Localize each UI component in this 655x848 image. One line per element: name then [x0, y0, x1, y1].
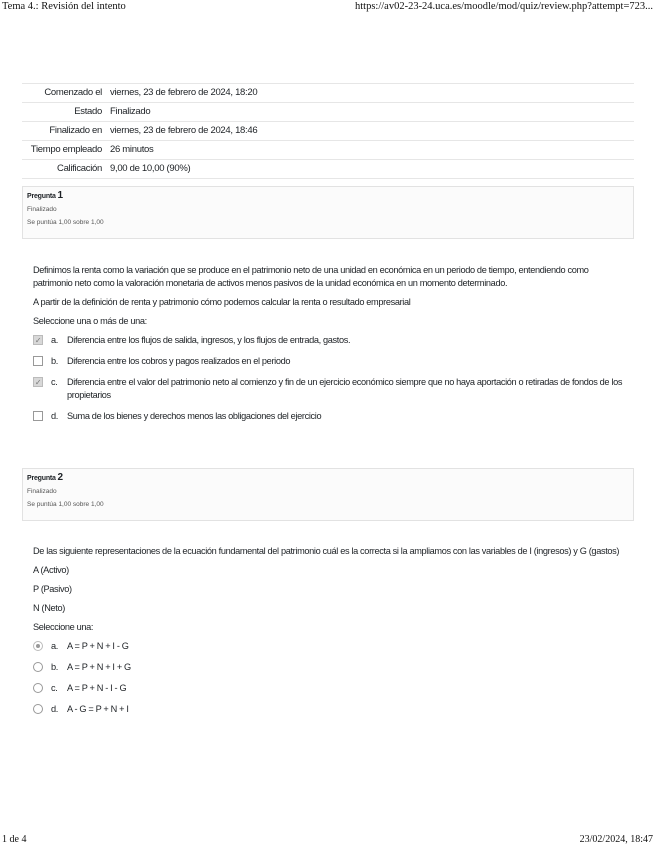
answer-option[interactable] [33, 661, 628, 674]
question-info-2 [22, 468, 634, 521]
question-number-value: 2 [57, 472, 63, 483]
answer-letter: c. [51, 377, 58, 387]
question-content-1 [33, 264, 628, 431]
answer-text: A = P + N + I - G [67, 641, 129, 651]
answer-list [33, 334, 628, 423]
summary-value: viernes, 23 de febrero de 2024, 18:46 [110, 125, 258, 136]
summary-row-time-taken [22, 140, 634, 159]
answer-text: A - G = P + N + I [67, 704, 129, 714]
print-footer [0, 834, 655, 848]
checkbox-icon[interactable] [33, 411, 43, 421]
answer-text: Suma de los bienes y derechos menos las obligaciones del ejercicio [67, 411, 322, 421]
question-number-value: 1 [57, 190, 63, 201]
answer-text: Diferencia entre los flujos de salida, ingresos, y los flujos de entrada, gastos. [67, 335, 351, 345]
summary-value: viernes, 23 de febrero de 2024, 18:20 [110, 87, 258, 98]
answer-option[interactable] [33, 640, 628, 653]
answer-text: Diferencia entre los cobros y pagos realizados en el periodo [67, 356, 291, 366]
answer-letter: c. [51, 683, 58, 693]
summary-row-state [22, 102, 634, 121]
answer-option[interactable] [33, 376, 628, 402]
summary-row-started [22, 83, 634, 102]
answer-option[interactable] [33, 703, 628, 716]
question-text: A (Activo) [33, 565, 69, 575]
answer-letter: a. [51, 641, 58, 651]
question-text: N (Neto) [33, 603, 65, 613]
radio-selected-icon[interactable] [33, 641, 43, 651]
print-header-title: Tema 4.: Revisión del intento [2, 1, 126, 12]
checkbox-icon[interactable] [33, 356, 43, 366]
print-header [0, 0, 655, 14]
radio-icon[interactable] [33, 704, 43, 714]
answer-text: A = P + N + I + G [67, 662, 131, 672]
summary-value: Finalizado [110, 106, 151, 117]
answer-prompt: Seleccione una o más de una: [33, 316, 147, 326]
summary-value: 26 minutos [110, 144, 154, 155]
answer-option[interactable] [33, 410, 628, 423]
question-grade: Se puntúa 1,00 sobre 1,00 [27, 219, 104, 226]
radio-icon[interactable] [33, 683, 43, 693]
checkbox-checked-icon[interactable]: ✓ [34, 377, 42, 387]
print-footer-page: 1 de 4 [2, 834, 27, 845]
summary-label: Tiempo empleado [30, 144, 102, 155]
answer-option[interactable] [33, 334, 628, 347]
answer-option[interactable] [33, 682, 628, 695]
question-text: A partir de la definición de renta y patrimonio cómo podemos calcular la renta o resultado empresarial [33, 297, 411, 307]
summary-label: Estado [74, 106, 102, 117]
answer-letter: b. [51, 662, 58, 672]
answer-letter: d. [51, 411, 58, 421]
answer-prompt: Seleccione una: [33, 622, 94, 632]
summary-value: 9,00 de 10,00 (90%) [110, 163, 191, 174]
radio-icon[interactable] [33, 662, 43, 672]
answer-text: Diferencia entre el valor del patrimonio neto al comienzo y fin de un ejercicio económico siempre que no haya aportación o retiradas de fondos de los propietarios [67, 377, 623, 400]
question-info-1 [22, 186, 634, 239]
question-text: De las siguiente representaciones de la ecuación fundamental del patrimonio cuál es la correcta si la ampliamos con las variables de I (ingresos) y G (gastos) [33, 546, 620, 556]
question-text: Definimos la renta como la variación que se produce en el patrimonio neto de una unidad en económica en un periodo de tiempo, entendiendo como patrimonio neto como la valoración monetaria de activos menos pasivos de la unidad económica en un momento determinado. [33, 265, 589, 288]
question-number [27, 473, 629, 484]
answer-letter: d. [51, 704, 58, 714]
question-number [27, 191, 629, 202]
summary-row-finished [22, 121, 634, 140]
question-grade: Se puntúa 1,00 sobre 1,00 [27, 501, 104, 508]
question-state: Finalizado [27, 488, 57, 495]
summary-label: Comenzado el [44, 87, 102, 98]
answer-option[interactable] [33, 355, 628, 368]
print-footer-datetime: 23/02/2024, 18:47 [579, 834, 653, 845]
summary-label: Finalizado en [49, 125, 102, 136]
answer-text: A = P + N - I - G [67, 683, 127, 693]
attempt-summary-table [22, 83, 634, 179]
answer-letter: a. [51, 335, 58, 345]
summary-label: Calificación [57, 163, 102, 174]
answer-list [33, 640, 628, 716]
print-header-url: https://av02-23-24.uca.es/moodle/mod/quiz/review.php?attempt=723... [354, 1, 653, 12]
question-state: Finalizado [27, 206, 57, 213]
question-label: Pregunta [27, 475, 56, 482]
answer-letter: b. [51, 356, 58, 366]
question-label: Pregunta [27, 193, 56, 200]
summary-row-grade [22, 159, 634, 179]
question-content-2 [33, 545, 628, 724]
checkbox-checked-icon[interactable]: ✓ [34, 335, 42, 345]
question-text: P (Pasivo) [33, 584, 72, 594]
